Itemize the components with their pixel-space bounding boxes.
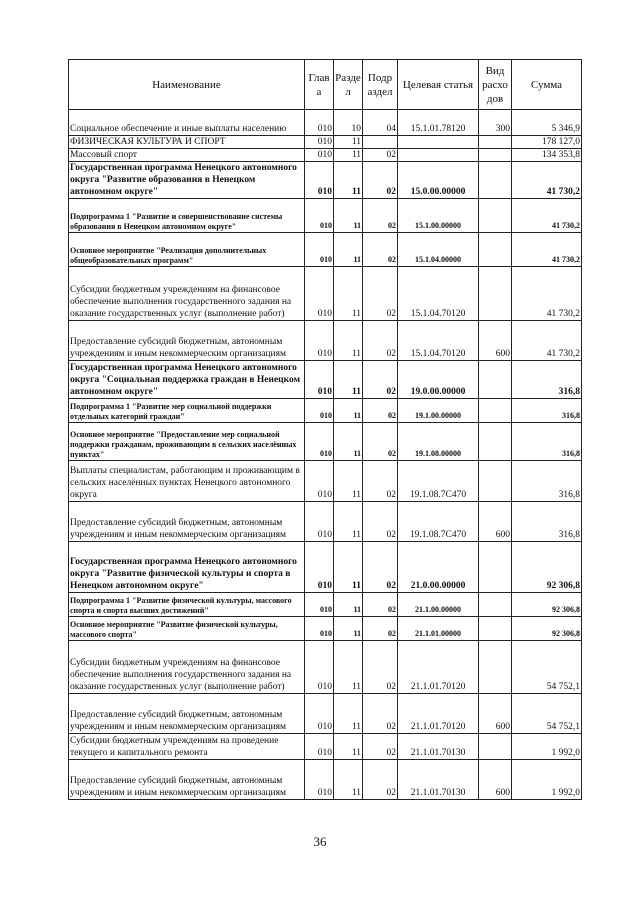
cell-subsection: 02 [363, 162, 398, 199]
cell-section: 11 [334, 617, 363, 641]
cell-target: 21.1.01.70130 [398, 734, 479, 760]
header-sum: Сумма [512, 60, 582, 110]
cell-chapter: 010 [305, 321, 334, 361]
cell-sum: 41 730,2 [512, 233, 582, 267]
table-row [69, 149, 582, 162]
cell-target: 21.0.00.00000 [398, 542, 479, 593]
cell-sum: 178 127,0 [512, 136, 582, 149]
cell-type [479, 593, 512, 617]
cell-section: 11 [334, 641, 363, 694]
cell-section: 11 [334, 361, 363, 399]
cell-sum: 41 730,2 [512, 162, 582, 199]
cell-chapter: 010 [305, 734, 334, 760]
table-row [69, 267, 582, 321]
header-target: Целевая статья [398, 60, 479, 110]
cell-name: Государственная программа Ненецкого автономного округа "Развитие физической культуры и спорта в Ненецком автономном округе" [69, 542, 305, 593]
cell-section: 11 [334, 461, 363, 502]
cell-type: 600 [479, 760, 512, 800]
cell-chapter: 010 [305, 641, 334, 694]
cell-type [479, 399, 512, 423]
cell-chapter: 010 [305, 502, 334, 542]
cell-chapter: 010 [305, 162, 334, 199]
cell-type [479, 136, 512, 149]
cell-target: 15.1.04.70120 [398, 321, 479, 361]
table-row [69, 136, 582, 149]
cell-chapter: 010 [305, 361, 334, 399]
cell-type [479, 542, 512, 593]
cell-section: 11 [334, 267, 363, 321]
cell-name: Предоставление субсидий бюджетным, автономным учреждениям и иным некоммерческим организациям [69, 502, 305, 542]
cell-target [398, 149, 479, 162]
cell-chapter: 010 [305, 233, 334, 267]
cell-sum: 92 306,8 [512, 593, 582, 617]
table-row [69, 361, 582, 399]
table-row [69, 694, 582, 734]
cell-sum: 316,8 [512, 502, 582, 542]
cell-subsection: 02 [363, 149, 398, 162]
cell-chapter: 010 [305, 199, 334, 233]
table-row [69, 233, 582, 267]
cell-name: Подпрограмма 1 "Развитие и совершенствование системы образования в Ненецком автономном округе" [69, 199, 305, 233]
cell-type [479, 199, 512, 233]
cell-sum: 316,8 [512, 399, 582, 423]
cell-sum: 54 752,1 [512, 694, 582, 734]
cell-chapter: 010 [305, 760, 334, 800]
table-row [69, 734, 582, 760]
cell-type [479, 149, 512, 162]
cell-sum: 41 730,2 [512, 199, 582, 233]
cell-type: 600 [479, 502, 512, 542]
table-row [69, 542, 582, 593]
cell-chapter: 010 [305, 461, 334, 502]
cell-sum: 1 992,0 [512, 760, 582, 800]
cell-sum: 92 306,8 [512, 617, 582, 641]
cell-subsection: 04 [363, 110, 398, 136]
cell-target [398, 136, 479, 149]
table-row [69, 399, 582, 423]
cell-name: Социальное обеспечение и иные выплаты населению [69, 110, 305, 136]
table-body [69, 110, 582, 800]
cell-name: Предоставление субсидий бюджетным, автономным учреждениям и иным некоммерческим организациям [69, 321, 305, 361]
cell-subsection: 02 [363, 423, 398, 461]
table-row [69, 321, 582, 361]
cell-section: 11 [334, 136, 363, 149]
cell-chapter: 010 [305, 593, 334, 617]
cell-sum: 1 992,0 [512, 734, 582, 760]
cell-subsection: 02 [363, 542, 398, 593]
cell-type: 600 [479, 694, 512, 734]
cell-name: ФИЗИЧЕСКАЯ КУЛЬТУРА И СПОРТ [69, 136, 305, 149]
cell-type [479, 734, 512, 760]
cell-target: 21.1.00.00000 [398, 593, 479, 617]
table-row [69, 199, 582, 233]
cell-target: 15.1.00.00000 [398, 199, 479, 233]
cell-section: 11 [334, 399, 363, 423]
cell-type [479, 423, 512, 461]
cell-sum: 316,8 [512, 461, 582, 502]
table-row [69, 593, 582, 617]
cell-target: 21.1.01.70130 [398, 760, 479, 800]
cell-type: 600 [479, 321, 512, 361]
cell-name: Субсидии бюджетным учреждениям на финансовое обеспечение выполнения государственного задания на оказание государственных услуг (выполнение работ) [69, 641, 305, 694]
cell-name: Выплаты специалистам, работающим и проживающим в сельских населённых пунктах Ненецкого автономного округа [69, 461, 305, 502]
table-row [69, 162, 582, 199]
cell-section: 11 [334, 149, 363, 162]
cell-subsection: 02 [363, 593, 398, 617]
table-row [69, 423, 582, 461]
cell-name: Государственная программа Ненецкого автономного округа "Развитие образования в Ненецком автономном округе" [69, 162, 305, 199]
table-row [69, 502, 582, 542]
cell-target: 15.1.04.70120 [398, 267, 479, 321]
cell-name: Предоставление субсидий бюджетным, автономным учреждениям и иным некоммерческим организациям [69, 760, 305, 800]
cell-section: 11 [334, 162, 363, 199]
cell-name: Основное мероприятие "Развитие физической культуры, массового спорта" [69, 617, 305, 641]
cell-chapter: 010 [305, 149, 334, 162]
cell-type [479, 617, 512, 641]
cell-target: 21.1.01.00000 [398, 617, 479, 641]
cell-subsection: 02 [363, 734, 398, 760]
cell-name: Основное мероприятие "Предоставление мер социальной поддержки гражданам, проживающим в сельских населённых пунктах" [69, 423, 305, 461]
cell-type [479, 461, 512, 502]
cell-name: Массовый спорт [69, 149, 305, 162]
cell-target: 21.1.01.70120 [398, 641, 479, 694]
table-row [69, 641, 582, 694]
cell-sum: 92 306,8 [512, 542, 582, 593]
cell-subsection: 02 [363, 694, 398, 734]
cell-type: 300 [479, 110, 512, 136]
header-type: Вид расхо дов [479, 60, 512, 110]
table-row [69, 110, 582, 136]
cell-type [479, 233, 512, 267]
cell-name: Государственная программа Ненецкого автономного округа "Социальная поддержка граждан в Ненецком автономном округе" [69, 361, 305, 399]
cell-sum: 54 752,1 [512, 641, 582, 694]
cell-name: Подпрограмма 1 "Развитие мер социальной поддержки отдельных категорий граждан" [69, 399, 305, 423]
page-number: 36 [313, 834, 327, 849]
cell-chapter: 010 [305, 694, 334, 734]
cell-type [479, 162, 512, 199]
cell-section: 10 [334, 110, 363, 136]
cell-chapter: 010 [305, 423, 334, 461]
cell-chapter: 010 [305, 136, 334, 149]
cell-subsection: 02 [363, 199, 398, 233]
cell-section: 11 [334, 694, 363, 734]
cell-name: Субсидии бюджетным учреждениям на финансовое обеспечение выполнения государственного задания на оказание государственных услуг (выполнение работ) [69, 267, 305, 321]
cell-sum: 5 346,9 [512, 110, 582, 136]
cell-chapter: 010 [305, 617, 334, 641]
header-subsection: Подр аздел [363, 60, 398, 110]
cell-chapter: 010 [305, 267, 334, 321]
cell-section: 11 [334, 542, 363, 593]
cell-chapter: 010 [305, 542, 334, 593]
cell-subsection: 02 [363, 760, 398, 800]
cell-name: Основное мероприятие "Реализация дополнительных общеобразовательных программ" [69, 233, 305, 267]
header-name: Наименование [69, 60, 305, 110]
cell-subsection: 02 [363, 361, 398, 399]
cell-subsection: 02 [363, 461, 398, 502]
cell-name: Подпрограмма 1 "Развитие физической культуры, массового спорта и спорта высших достижений" [69, 593, 305, 617]
cell-target: 15.1.04.00000 [398, 233, 479, 267]
cell-section: 11 [334, 760, 363, 800]
cell-type [479, 641, 512, 694]
cell-target: 19.1.08.00000 [398, 423, 479, 461]
budget-table [68, 59, 582, 800]
table-header-row [69, 60, 582, 110]
cell-name: Предоставление субсидий бюджетным, автономным учреждениям и иным некоммерческим организациям [69, 694, 305, 734]
cell-subsection: 02 [363, 399, 398, 423]
header-section: Разде л [334, 60, 363, 110]
cell-target: 19.1.08.7C470 [398, 461, 479, 502]
cell-target: 19.0.00.00000 [398, 361, 479, 399]
cell-section: 11 [334, 199, 363, 233]
cell-section: 11 [334, 502, 363, 542]
cell-chapter: 010 [305, 110, 334, 136]
cell-target: 15.1.01.78120 [398, 110, 479, 136]
cell-subsection: 02 [363, 321, 398, 361]
header-chapter: Глав а [305, 60, 334, 110]
cell-chapter: 010 [305, 399, 334, 423]
table-row [69, 760, 582, 800]
cell-type [479, 267, 512, 321]
cell-name: Субсидии бюджетным учреждениям на проведение текущего и капитального ремонта [69, 734, 305, 760]
cell-section: 11 [334, 321, 363, 361]
cell-target: 15.0.00.00000 [398, 162, 479, 199]
cell-sum: 41 730,2 [512, 267, 582, 321]
cell-subsection: 02 [363, 617, 398, 641]
cell-target: 19.1.08.7C470 [398, 502, 479, 542]
cell-subsection: 02 [363, 267, 398, 321]
cell-sum: 41 730,2 [512, 321, 582, 361]
table-row [69, 461, 582, 502]
cell-subsection [363, 136, 398, 149]
cell-type [479, 361, 512, 399]
table-row [69, 617, 582, 641]
cell-section: 11 [334, 233, 363, 267]
cell-section: 11 [334, 423, 363, 461]
cell-section: 11 [334, 734, 363, 760]
cell-subsection: 02 [363, 233, 398, 267]
cell-section: 11 [334, 593, 363, 617]
cell-sum: 316,8 [512, 423, 582, 461]
cell-sum: 316,8 [512, 361, 582, 399]
cell-target: 19.1.00.00000 [398, 399, 479, 423]
cell-subsection: 02 [363, 502, 398, 542]
cell-subsection: 02 [363, 641, 398, 694]
cell-sum: 134 353,8 [512, 149, 582, 162]
cell-target: 21.1.01.70120 [398, 694, 479, 734]
